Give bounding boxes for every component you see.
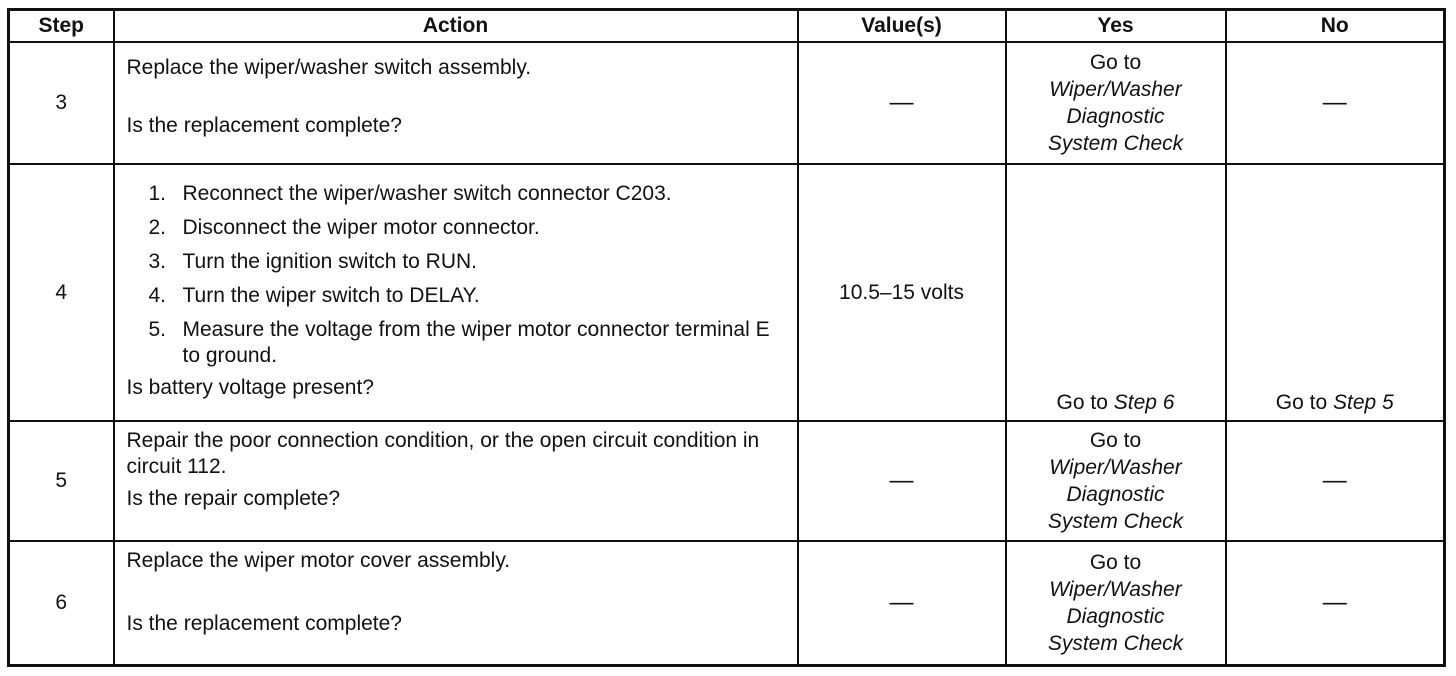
yes-link-line[interactable]: Diagnostic	[1066, 105, 1165, 129]
header-row	[9, 10, 1445, 43]
action-question: Is the replacement complete?	[126, 114, 402, 137]
header-yes: Yes	[1006, 10, 1226, 43]
list-number: 2.	[148, 216, 167, 240]
value-dash: —	[889, 467, 914, 495]
action-text: Replace the wiper/washer switch assembly.	[126, 56, 532, 79]
yes-link-line[interactable]: Wiper/Washer	[1049, 456, 1182, 480]
table-row	[9, 164, 1445, 421]
value-cell	[798, 421, 1006, 541]
list-number: 1.	[148, 182, 167, 206]
no-cell	[1226, 164, 1445, 421]
list-item	[149, 215, 783, 241]
value-dash: —	[889, 89, 914, 117]
header-step: Step	[9, 10, 114, 43]
list-number: 3.	[148, 250, 167, 274]
header-action: Action	[114, 10, 798, 43]
header-no: No	[1226, 10, 1445, 43]
no-cell	[1226, 541, 1445, 665]
yes-cell	[1006, 541, 1226, 665]
step-number: 3	[9, 42, 114, 164]
procedure-list	[127, 181, 783, 369]
yes-cell	[1006, 164, 1226, 421]
no-cell	[1226, 42, 1445, 164]
no-cell	[1226, 421, 1445, 541]
action-cell	[114, 164, 798, 421]
list-item	[149, 249, 783, 275]
list-item	[149, 283, 783, 309]
yes-prefix: Go to	[1056, 391, 1108, 415]
list-number: 5.	[148, 318, 167, 342]
step-number: 5	[9, 421, 114, 541]
yes-link-line[interactable]: System Check	[1047, 632, 1184, 656]
table-row	[9, 42, 1445, 164]
list-text: Measure the voltage from the wiper motor connector terminal E to ground.	[182, 318, 770, 368]
table-row	[9, 421, 1445, 541]
value-cell	[798, 541, 1006, 665]
action-cell	[114, 541, 798, 665]
yes-cell	[1006, 421, 1226, 541]
yes-link-line[interactable]: System Check	[1047, 510, 1184, 534]
yes-link[interactable]: Step 6	[1113, 391, 1175, 415]
no-link[interactable]: Step 5	[1333, 391, 1394, 415]
no-prefix: Go to	[1275, 391, 1328, 415]
yes-link-line[interactable]: Wiper/Washer	[1049, 578, 1182, 602]
yes-cell	[1006, 42, 1226, 164]
yes-prefix: Go to	[1089, 429, 1142, 453]
step-number: 6	[9, 541, 114, 665]
list-text: Reconnect the wiper/washer switch connector C203.	[182, 182, 672, 206]
yes-prefix: Go to	[1089, 51, 1142, 75]
yes-link-line[interactable]: Diagnostic	[1066, 483, 1165, 507]
list-text: Turn the ignition switch to RUN.	[182, 250, 478, 274]
action-cell	[114, 42, 798, 164]
value-cell: 10.5–15 volts	[798, 164, 1006, 421]
no-dash: —	[1322, 589, 1347, 617]
yes-link-line[interactable]: Diagnostic	[1066, 605, 1165, 629]
yes-prefix: Go to	[1089, 551, 1142, 575]
action-question: Is battery voltage present?	[126, 376, 374, 400]
diagnostic-table	[7, 8, 1446, 667]
list-text: Turn the wiper switch to DELAY.	[182, 284, 480, 308]
no-dash: —	[1322, 467, 1347, 495]
no-dash: —	[1322, 89, 1347, 117]
yes-link-line[interactable]: Wiper/Washer	[1049, 78, 1182, 102]
value-cell	[798, 42, 1006, 164]
action-question: Is the repair complete?	[126, 487, 341, 511]
list-item	[149, 317, 783, 369]
table-row	[9, 541, 1445, 665]
action-text: Repair the poor connection condition, or the open circuit condition in circuit 112.	[126, 429, 760, 479]
list-text: Disconnect the wiper motor connector.	[182, 216, 540, 240]
list-item	[149, 181, 783, 207]
action-text: Replace the wiper motor cover assembly.	[126, 549, 511, 573]
value-dash: —	[889, 589, 914, 617]
header-values: Value(s)	[798, 10, 1006, 43]
yes-link-line[interactable]: System Check	[1047, 132, 1184, 156]
list-number: 4.	[148, 284, 167, 308]
action-cell	[114, 421, 798, 541]
action-question: Is the replacement complete?	[126, 612, 402, 636]
step-number: 4	[9, 164, 114, 421]
